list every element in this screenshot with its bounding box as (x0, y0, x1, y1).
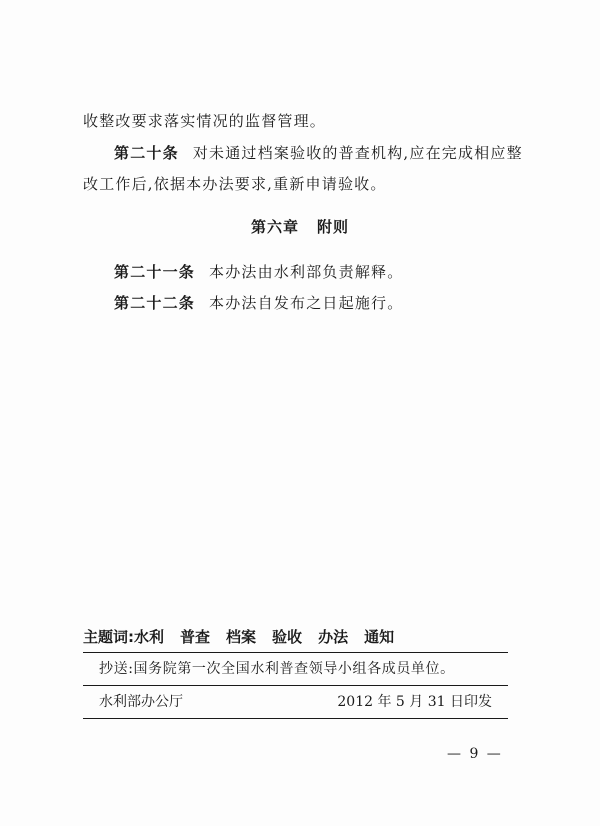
keyword-2: 普查 (180, 628, 211, 646)
article-20 (114, 143, 523, 163)
keyword-1: 水利 (134, 628, 165, 646)
divider-bottom (83, 718, 508, 719)
article-20-label: 第二十条 (114, 144, 179, 162)
chapter-number: 第六章 (250, 218, 299, 236)
keyword-6: 通知 (364, 628, 395, 646)
article-20-text-line2: 改工作后,依据本办法要求,重新申请验收。 (83, 175, 387, 193)
article-21-label: 第二十一条 (114, 263, 196, 281)
chapter-title: 附则 (317, 218, 350, 236)
chapter-heading (0, 217, 600, 237)
article-22-label: 第二十二条 (114, 294, 196, 312)
divider-middle (83, 685, 508, 686)
article-22-text: 本办法自发布之日起施行。 (209, 294, 404, 312)
article-20-text-line1: 对未通过档案验收的普查机构,应在完成相应整 (192, 144, 523, 162)
keywords-label: 主题词: (83, 628, 134, 646)
keyword-5: 办法 (318, 628, 349, 646)
continuation-text: 收整改要求落实情况的监督管理。 (83, 112, 327, 130)
issuer: 水利部办公厅 (99, 694, 183, 710)
cc-line: 抄送:国务院第一次全国水利普查领导小组各成员单位。 (99, 661, 455, 677)
keyword-4: 验收 (272, 628, 303, 646)
issue-date: 2012 年 5 月 31 日印发 (337, 694, 492, 710)
article-22 (114, 293, 403, 313)
keywords-line (83, 627, 394, 647)
page-number: — 9 — (447, 746, 503, 762)
divider-top (83, 652, 508, 653)
article-21 (114, 262, 403, 282)
article-21-text: 本办法由水利部负责解释。 (209, 263, 404, 281)
keyword-3: 档案 (226, 628, 257, 646)
